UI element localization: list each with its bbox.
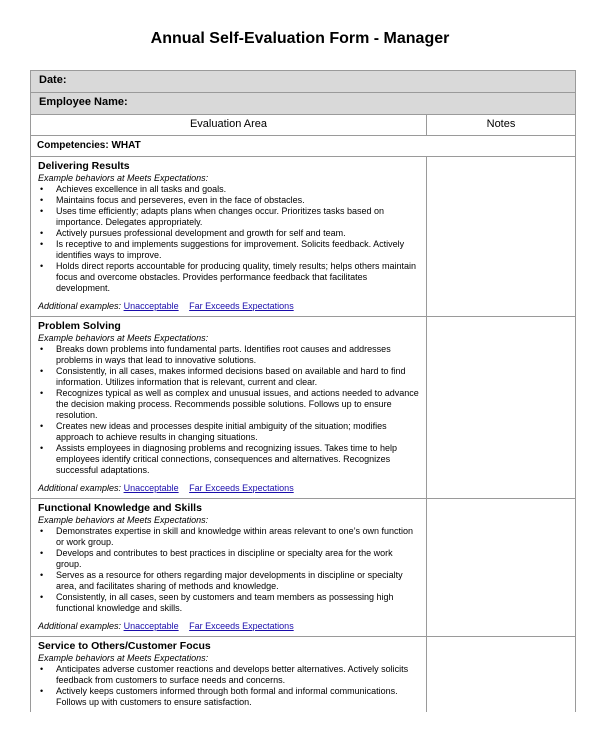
- behavior-item: • Creates new ideas and processes despite initial ambiguity of the situation; modifies approach to achieve results in changing situations.: [38, 421, 419, 443]
- section-functional-knowledge: [31, 499, 427, 637]
- section-subtitle: Example behaviors at Meets Expectations:: [38, 515, 209, 525]
- behavior-item: • Consistently, in all cases, makes informed decisions based on available and hard to find information. Utilizes information that is relevant, current and clear.: [38, 366, 419, 388]
- competencies-label: Competencies: WHAT: [31, 136, 576, 157]
- notes-cell[interactable]: [427, 317, 576, 499]
- date-field[interactable]: [31, 71, 576, 93]
- behavior-item: • Uses time efficiently; adapts plans when changes occur. Prioritizes tasks based on importance. Delegates appropriately.: [38, 206, 419, 228]
- date-row: [31, 71, 576, 93]
- section-problem-solving: [31, 317, 427, 499]
- section-title: Service to Others/Customer Focus: [38, 640, 211, 652]
- far-exceeds-link[interactable]: Far Exceeds Expectations: [189, 483, 294, 493]
- header-evaluation-area: Evaluation Area: [31, 115, 427, 136]
- additional-examples: [38, 621, 419, 632]
- section-title: Delivering Results: [38, 160, 130, 172]
- behavior-item: • Achieves excellence in all tasks and goals.: [38, 184, 419, 195]
- section-service-to-others: [31, 637, 427, 713]
- section-row-service-to-others: [31, 637, 576, 713]
- additional-label: Additional examples:: [38, 483, 122, 493]
- unacceptable-link[interactable]: Unacceptable: [123, 483, 179, 493]
- behavior-item: • Holds direct reports accountable for producing quality, timely results; helps others maintain focus and overcome obstacles. Provides performance feedback that facilitates development.: [38, 261, 419, 294]
- additional-examples: [38, 301, 419, 312]
- behavior-item: • Develops and contributes to best practices in discipline or specialty area for the work group.: [38, 548, 419, 570]
- behavior-list: [38, 664, 419, 708]
- additional-label: Additional examples:: [38, 301, 122, 311]
- behavior-list: [38, 526, 419, 614]
- table-header-row: [31, 115, 576, 136]
- section-title: Problem Solving: [38, 320, 121, 332]
- behavior-item: • Serves as a resource for others regarding major developments in discipline or specialty area, and facilitates sharing of methods and knowledge.: [38, 570, 419, 592]
- behavior-item: • Actively pursues professional development and growth for self and team.: [38, 228, 419, 239]
- behavior-item: • Is receptive to and implements suggestions for improvement. Solicits feedback. Actively identifies ways to improve.: [38, 239, 419, 261]
- behavior-item: • Actively keeps customers informed through both formal and informal communications. Follows up with customers to ensure satisfaction.: [38, 686, 419, 708]
- additional-label: Additional examples:: [38, 621, 122, 631]
- behavior-item: • Maintains focus and perseveres, even in the face of obstacles.: [38, 195, 419, 206]
- document-title: Annual Self-Evaluation Form - Manager: [150, 30, 450, 47]
- behavior-item: • Demonstrates expertise in skill and knowledge within areas relevant to one’s own function or work group.: [38, 526, 419, 548]
- notes-cell[interactable]: [427, 157, 576, 317]
- competencies-row: [31, 136, 576, 157]
- section-subtitle: Example behaviors at Meets Expectations:: [38, 173, 209, 183]
- section-row-functional-knowledge: [31, 499, 576, 637]
- section-row-problem-solving: [31, 317, 576, 499]
- behavior-item: • Consistently, in all cases, seen by customers and team members as possessing high functional knowledge and skills.: [38, 592, 419, 614]
- notes-cell[interactable]: [427, 499, 576, 637]
- unacceptable-link[interactable]: Unacceptable: [123, 621, 179, 631]
- behavior-item: • Breaks down problems into fundamental parts. Identifies root causes and addresses problems in ways that lead to innovative solutions.: [38, 344, 419, 366]
- employee-name-field[interactable]: [31, 93, 576, 115]
- behavior-list: [38, 184, 419, 294]
- far-exceeds-link[interactable]: Far Exceeds Expectations: [189, 301, 294, 311]
- section-delivering-results: [31, 157, 427, 317]
- unacceptable-link[interactable]: Unacceptable: [123, 301, 179, 311]
- section-row-delivering-results: [31, 157, 576, 317]
- date-label: Date:: [39, 74, 67, 86]
- header-notes: Notes: [427, 115, 576, 136]
- behavior-list: [38, 344, 419, 476]
- section-subtitle: Example behaviors at Meets Expectations:: [38, 333, 209, 343]
- behavior-item: • Recognizes typical as well as complex and unusual issues, and actions needed to advance the decision making process. Recommends possible solutions. Follows up to ensure resolution.: [38, 388, 419, 421]
- employee-name-row: [31, 93, 576, 115]
- additional-examples: [38, 483, 419, 494]
- notes-cell[interactable]: [427, 637, 576, 713]
- section-title: Functional Knowledge and Skills: [38, 502, 202, 514]
- section-subtitle: Example behaviors at Meets Expectations:: [38, 653, 209, 663]
- employee-name-label: Employee Name:: [39, 96, 128, 108]
- far-exceeds-link[interactable]: Far Exceeds Expectations: [189, 621, 294, 631]
- behavior-item: • Anticipates adverse customer reactions and develops better alternatives. Actively solicits feedback from customers to surface needs and concerns.: [38, 664, 419, 686]
- evaluation-table: [30, 70, 576, 712]
- behavior-item: • Assists employees in diagnosing problems and recognizing issues. Takes time to help employees identify critical connections, consequences and alternatives. Recognizes successful adaptations.: [38, 443, 419, 476]
